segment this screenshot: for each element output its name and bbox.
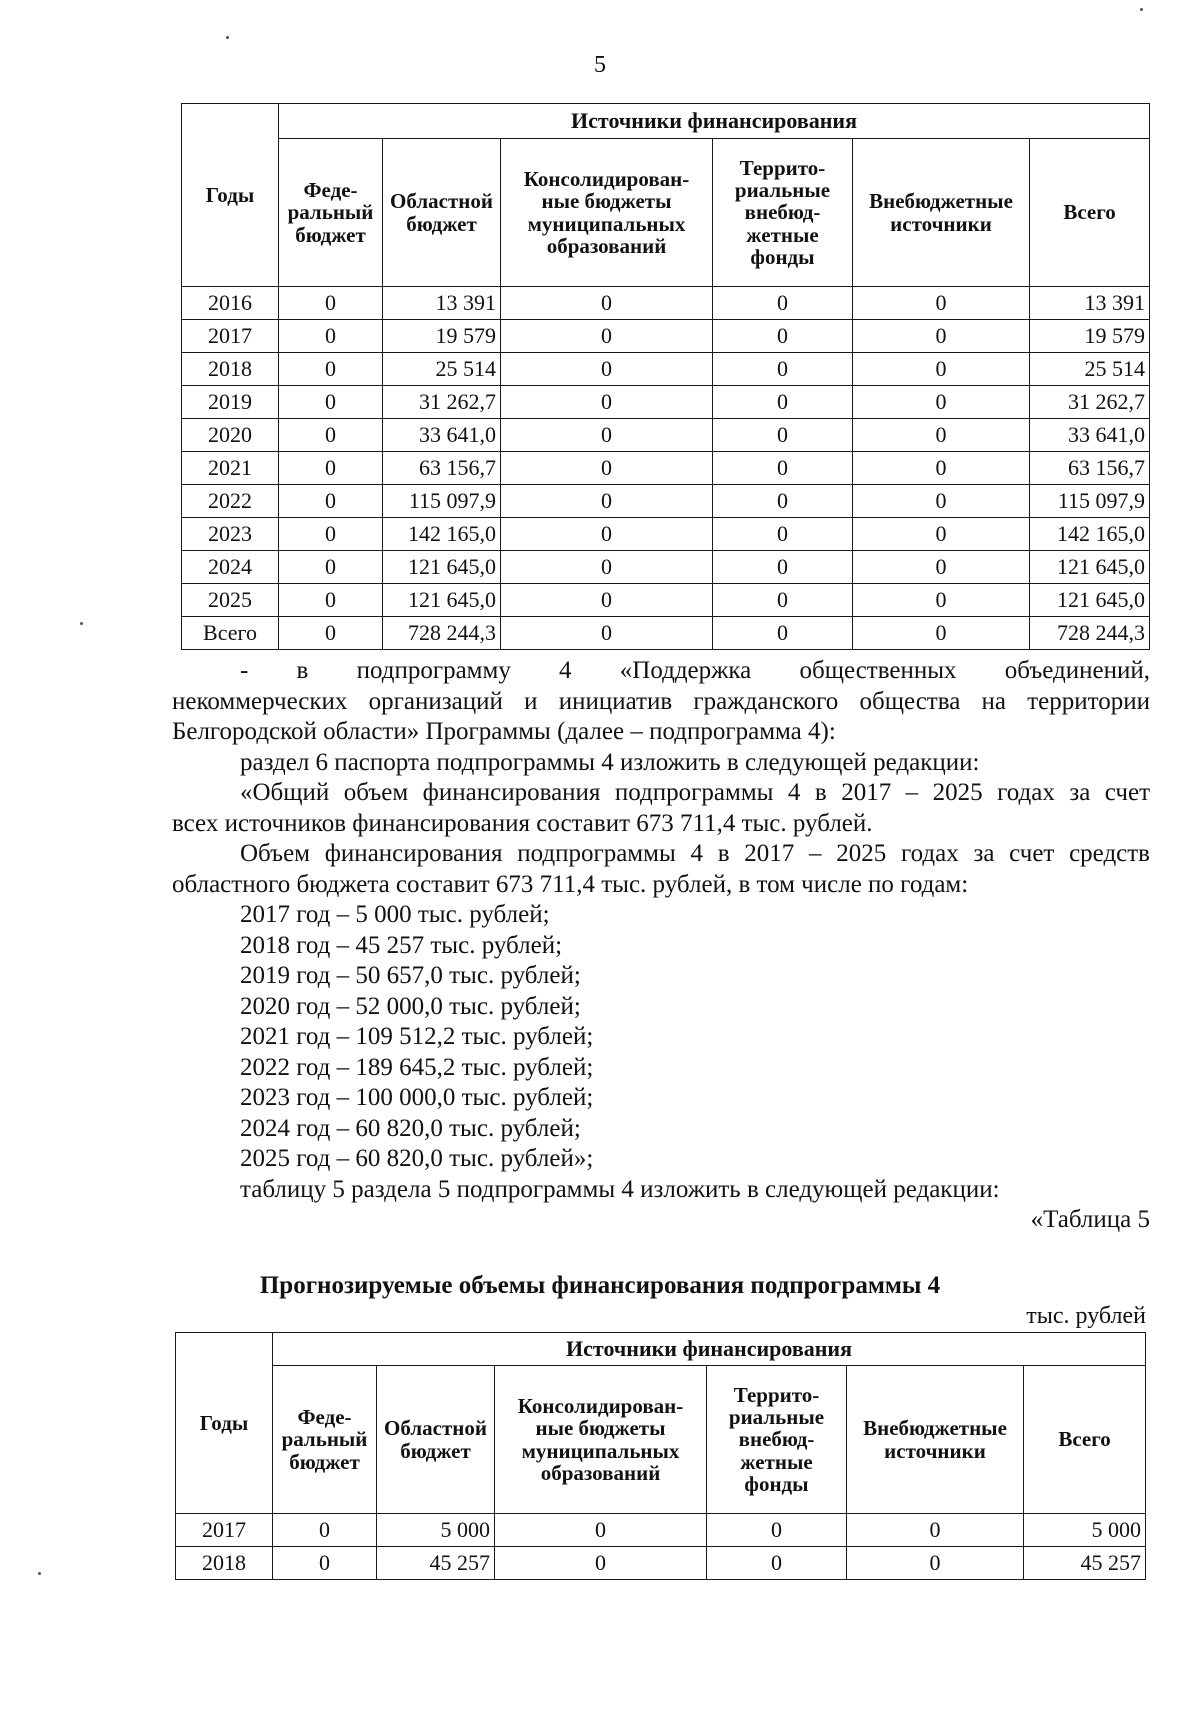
header-territorial: Террито- риальные внебюд- жетные фонды: [707, 1366, 847, 1514]
paragraph: некоммерческих организаций и инициатив гражданского общества на территории: [172, 687, 1150, 715]
table-cell: 0: [713, 287, 853, 320]
financing-table-2: [175, 1332, 1146, 1580]
header-federal: Феде- ральный бюджет: [279, 139, 383, 287]
table-cell: 0: [713, 386, 853, 419]
table-cell: 0: [847, 1514, 1024, 1547]
year-item: 2020 год – 52 000,0 тыс. рублей;: [240, 992, 581, 1020]
paragraph: областного бюджета составит 673 711,4 тыс. рублей, в том числе по годам:: [172, 870, 969, 898]
table-cell: 45 257: [1024, 1547, 1146, 1580]
table-cell: 19 579: [383, 320, 501, 353]
year-item: 2022 год – 189 645,2 тыс. рублей;: [240, 1053, 594, 1081]
table-cell: 0: [279, 452, 383, 485]
table-cell: 142 165,0: [1030, 518, 1150, 551]
table-cell: Всего: [182, 617, 279, 650]
table-row: [182, 287, 1150, 320]
table-cell: 2023: [182, 518, 279, 551]
table-cell: 0: [501, 386, 713, 419]
table-cell: 0: [495, 1547, 707, 1580]
table-cell: 25 514: [1030, 353, 1150, 386]
header-total: Всего: [1030, 139, 1150, 287]
table-cell: 0: [501, 584, 713, 617]
table-cell: 0: [847, 1547, 1024, 1580]
table-cell: 0: [279, 419, 383, 452]
table-row: [182, 386, 1150, 419]
table-cell: 2017: [176, 1514, 273, 1547]
table-cell: 2019: [182, 386, 279, 419]
year-item: 2021 год – 109 512,2 тыс. рублей;: [240, 1023, 594, 1050]
paragraph: таблицу 5 раздела 5 подпрограммы 4 изложить в следующей редакции:: [240, 1175, 1000, 1203]
table-cell: 0: [713, 617, 853, 650]
header-years: Годы: [176, 1333, 273, 1514]
table-cell: 728 244,3: [1030, 617, 1150, 650]
table-cell: 0: [853, 353, 1030, 386]
table-cell: 31 262,7: [383, 386, 501, 419]
header-extrabudget: Внебюджетные источники: [847, 1366, 1024, 1514]
table-cell: 0: [501, 617, 713, 650]
table-cell: 2018: [176, 1547, 273, 1580]
body-text: [172, 656, 1150, 1236]
table-cell: 0: [713, 485, 853, 518]
table-cell: 2025: [182, 584, 279, 617]
year-item: 2023 год – 100 000,0 тыс. рублей;: [240, 1084, 594, 1111]
paragraph: - в подпрограмму 4 «Поддержка общественных объединений,: [240, 657, 1150, 684]
table-row: [176, 1514, 1146, 1547]
table-row: [182, 452, 1150, 485]
table-cell: 0: [853, 485, 1030, 518]
table-cell: 0: [713, 353, 853, 386]
table-row: [182, 617, 1150, 650]
table-cell: 0: [713, 452, 853, 485]
table-cell: 2022: [182, 485, 279, 518]
table-cell: 0: [501, 419, 713, 452]
table-cell: 5 000: [377, 1514, 495, 1547]
table-cell: 0: [853, 518, 1030, 551]
table-cell: 0: [279, 518, 383, 551]
table-cell: 33 641,0: [383, 419, 501, 452]
table-cell: 115 097,9: [383, 485, 501, 518]
table-cell: 0: [501, 452, 713, 485]
table-cell: 0: [501, 353, 713, 386]
year-item: 2019 год – 50 657,0 тыс. рублей;: [240, 962, 581, 989]
paragraph: всех источников финансирования составит 673 711,4 тыс. рублей.: [172, 809, 873, 837]
table-cell: 2021: [182, 452, 279, 485]
table-cell: 0: [853, 419, 1030, 452]
table-cell: 0: [279, 287, 383, 320]
table-cell: 0: [501, 485, 713, 518]
table-row: [182, 551, 1150, 584]
years-list: [172, 900, 1150, 1175]
year-item: 2018 год – 45 257 тыс. рублей;: [240, 931, 563, 959]
table-cell: 2018: [182, 353, 279, 386]
table-cell: 121 645,0: [383, 584, 501, 617]
table-cell: 2016: [182, 287, 279, 320]
table-row: [182, 518, 1150, 551]
header-regional: Областной бюджет: [377, 1366, 495, 1514]
table-cell: 121 645,0: [1030, 584, 1150, 617]
page-number: 5: [594, 52, 606, 78]
table-cell: 0: [279, 386, 383, 419]
header-municipal: Консолидирован- ные бюджеты муниципальных образований: [495, 1366, 707, 1514]
table-cell: 0: [501, 320, 713, 353]
header-regional: Областной бюджет: [383, 139, 501, 287]
year-item: 2024 год – 60 820,0 тыс. рублей;: [240, 1114, 581, 1142]
table-cell: 0: [279, 320, 383, 353]
table-cell: 2017: [182, 320, 279, 353]
table-cell: 13 391: [383, 287, 501, 320]
table-cell: 115 097,9: [1030, 485, 1150, 518]
year-item: 2017 год – 5 000 тыс. рублей;: [240, 901, 550, 928]
table-cell: 31 262,7: [1030, 386, 1150, 419]
scan-speck: [226, 36, 229, 39]
table-cell: 0: [713, 518, 853, 551]
header-territorial: Террито- риальные внебюд- жетные фонды: [713, 139, 853, 287]
table-cell: 121 645,0: [383, 551, 501, 584]
table-cell: 0: [279, 617, 383, 650]
table-row: [176, 1547, 1146, 1580]
year-item: 2025 год – 60 820,0 тыс. рублей»;: [240, 1145, 594, 1172]
table-cell: 0: [853, 551, 1030, 584]
table-row: [182, 485, 1150, 518]
table-cell: 121 645,0: [1030, 551, 1150, 584]
header-municipal: Консолидирован- ные бюджеты муниципальных образований: [501, 139, 713, 287]
table-cell: 0: [707, 1547, 847, 1580]
table-cell: 728 244,3: [383, 617, 501, 650]
table-cell: 0: [853, 386, 1030, 419]
table-cell: 2024: [182, 551, 279, 584]
table-cell: 0: [707, 1514, 847, 1547]
table-cell: 2020: [182, 419, 279, 452]
table-cell: 0: [501, 287, 713, 320]
scan-speck: [38, 1572, 41, 1575]
table-cell: 142 165,0: [383, 518, 501, 551]
table-2-units: тыс. рублей: [1026, 1303, 1146, 1329]
table-cell: 0: [495, 1514, 707, 1547]
table-cell: 25 514: [383, 353, 501, 386]
table-cell: 0: [713, 320, 853, 353]
table-cell: 63 156,7: [1030, 452, 1150, 485]
paragraph: раздел 6 паспорта подпрограммы 4 изложить в следующей редакции:: [240, 748, 980, 776]
table-cell: 0: [713, 584, 853, 617]
scan-speck: [1140, 8, 1143, 11]
table-cell: 19 579: [1030, 320, 1150, 353]
paragraph: Объем финансирования подпрограммы 4 в 2017 – 2025 годах за счет средств: [240, 840, 1150, 867]
table-cell: 0: [279, 551, 383, 584]
table-cell: 0: [853, 617, 1030, 650]
scan-speck: [80, 622, 83, 625]
paragraph: Белгородской области» Программы (далее – подпрограмма 4):: [172, 718, 836, 745]
table-row: [182, 320, 1150, 353]
table-cell: 5 000: [1024, 1514, 1146, 1547]
table-2-title: Прогнозируемые объемы финансирования подпрограммы 4: [259, 1272, 941, 1299]
table-cell: 0: [279, 353, 383, 386]
paragraph: «Общий объем финансирования подпрограммы 4 в 2017 – 2025 годах за счет: [240, 779, 1150, 806]
table-cell: 0: [279, 485, 383, 518]
table-cell: 0: [853, 452, 1030, 485]
table-row: [182, 584, 1150, 617]
table-cell: 0: [853, 287, 1030, 320]
header-total: Всего: [1024, 1366, 1146, 1514]
table-row: [182, 419, 1150, 452]
table-cell: 13 391: [1030, 287, 1150, 320]
table-cell: 0: [713, 551, 853, 584]
table-cell: 0: [273, 1514, 377, 1547]
table-cell: 63 156,7: [383, 452, 501, 485]
financing-table-1: [181, 103, 1150, 650]
header-sources: Источники финансирования: [273, 1333, 1146, 1366]
table-cell: 45 257: [377, 1547, 495, 1580]
table-cell: 0: [713, 419, 853, 452]
table-cell: 33 641,0: [1030, 419, 1150, 452]
table-cell: 0: [501, 518, 713, 551]
table-label: «Таблица 5: [1030, 1206, 1150, 1233]
table-cell: 0: [273, 1547, 377, 1580]
header-sources: Источники финансирования: [279, 104, 1150, 139]
table-cell: 0: [853, 320, 1030, 353]
header-federal: Феде- ральный бюджет: [273, 1366, 377, 1514]
table-row: [182, 353, 1150, 386]
table-cell: 0: [853, 584, 1030, 617]
header-extrabudget: Внебюджетные источники: [853, 139, 1030, 287]
table-cell: 0: [501, 551, 713, 584]
table-cell: 0: [279, 584, 383, 617]
header-years: Годы: [182, 104, 279, 287]
